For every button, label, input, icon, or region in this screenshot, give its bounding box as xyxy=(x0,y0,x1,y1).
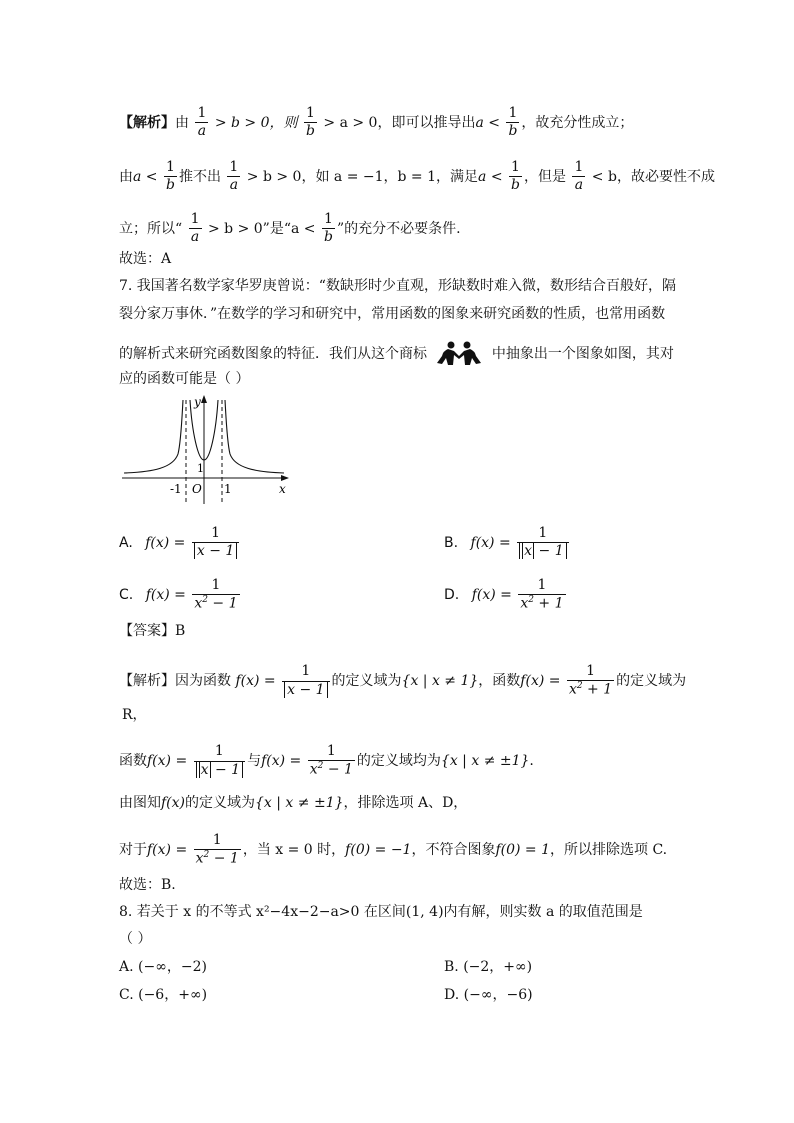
option-d[interactable] xyxy=(444,578,568,612)
analysis-tag: 【解析】 xyxy=(119,114,175,131)
curve-left-branch xyxy=(124,400,183,473)
exponent: 2 xyxy=(203,850,210,861)
q8-option-b[interactable]: B. (−2，+∞) xyxy=(444,959,533,975)
sol-fraction-x2plus1 xyxy=(567,664,614,698)
denominator: b xyxy=(508,123,518,140)
tick-label-1: 1 xyxy=(224,482,232,496)
set-notation: {x | x ≠ ±1} xyxy=(255,795,344,811)
text: 函数 xyxy=(119,753,147,770)
q8-line-1: 8. 若关于 x 的不等式 x²−4x−2−a>0 在区间(1, 4)内有解，则实数 a 的取值范围是 xyxy=(119,904,643,920)
text: > b > 0，则 xyxy=(210,114,298,131)
function-name: f(x) = xyxy=(261,753,302,770)
abs-value: x − 1 xyxy=(194,543,237,559)
text: ，排除选项 A、D， xyxy=(343,795,468,811)
sol-line-3 xyxy=(119,744,534,778)
fraction-1-over-b xyxy=(506,106,519,140)
sol-line-2: R， xyxy=(122,707,147,723)
text: 对于 xyxy=(119,842,147,859)
numerator: 1 xyxy=(189,212,202,229)
denominator: a xyxy=(229,177,239,194)
denominator: a xyxy=(197,123,207,140)
function-name: f(x) = xyxy=(145,587,186,604)
abs-value-outer xyxy=(196,762,243,778)
text: 的定义域均为 xyxy=(356,753,441,770)
text: − 1 xyxy=(534,543,564,560)
function-name: f(x) = xyxy=(471,587,512,604)
option-label: C. xyxy=(119,587,134,604)
text: 中抽象出一个图象如图，其对 xyxy=(491,346,674,362)
numerator: 1 xyxy=(308,744,355,761)
text: < b，故必要性不成 xyxy=(587,168,715,185)
solution-line-2 xyxy=(119,160,715,194)
text: x xyxy=(194,596,203,613)
text: − 1 xyxy=(210,761,241,778)
text: > b > 0”是“a < xyxy=(203,220,316,237)
curve-right-branch xyxy=(225,400,284,473)
denominator xyxy=(192,543,239,559)
fraction-1-over-b xyxy=(304,106,317,140)
numerator: 1 xyxy=(517,526,568,543)
denominator xyxy=(518,595,565,612)
text: 由 xyxy=(119,168,133,185)
text: + 1 xyxy=(533,596,564,613)
denominator xyxy=(308,761,355,778)
function-name: f(x) = xyxy=(470,534,511,551)
text: ，但是 xyxy=(523,168,566,185)
exponent: 2 xyxy=(317,761,324,772)
text: 立；所以“ xyxy=(119,220,183,237)
numerator: 1 xyxy=(195,106,208,123)
answer-q6: 故选：A xyxy=(119,251,172,267)
option-c[interactable] xyxy=(119,578,242,612)
q8-option-c[interactable]: C. (−6，+∞) xyxy=(119,987,208,1003)
fraction-1-over-b xyxy=(509,160,522,194)
answer-q7: 【答案】B xyxy=(119,623,186,639)
q8-option-d[interactable]: D. (−∞，−6) xyxy=(444,987,533,1003)
text: > b > 0，如 a = −1，b = 1，满足 xyxy=(242,168,479,185)
kappa-logo-icon xyxy=(434,341,484,367)
numerator: 1 xyxy=(572,160,585,177)
text: − 1 xyxy=(323,762,353,779)
set-notation: {x | x ≠ 1} xyxy=(401,673,479,690)
text: 【解析】因为函数 xyxy=(119,673,231,690)
exponent: 2 xyxy=(202,595,208,606)
sol-line-4 xyxy=(119,796,467,810)
text: 的定义域为 xyxy=(331,673,402,690)
option-label: B. xyxy=(444,534,459,551)
numerator: 1 xyxy=(194,744,245,761)
denominator: a xyxy=(190,229,200,246)
sol-line-5 xyxy=(119,833,667,867)
fraction-1-over-a xyxy=(227,160,240,194)
denominator: b xyxy=(305,123,315,140)
text: 由图知 xyxy=(119,795,161,811)
numerator: 1 xyxy=(192,526,239,543)
text: > a > 0，即可以推导出 xyxy=(318,114,476,131)
exponent: 2 xyxy=(528,595,534,606)
q8-line-2: （ ） xyxy=(119,931,152,947)
tick-label-neg1: -1 xyxy=(170,482,182,496)
sol-line-1 xyxy=(119,664,686,698)
answer-q7-final: 故选：B. xyxy=(119,877,176,893)
denominator xyxy=(567,681,614,698)
function-graph xyxy=(118,392,298,512)
text: − 1 xyxy=(207,596,238,613)
numerator: 1 xyxy=(164,160,177,177)
denominator xyxy=(194,850,241,867)
denominator xyxy=(192,595,239,612)
text: ，不符合图象 xyxy=(411,842,496,859)
function-name: f(x) = xyxy=(520,673,561,690)
text: ，故充分性成立； xyxy=(521,114,634,131)
fraction-1-over-a xyxy=(189,212,202,246)
option-label: A. xyxy=(119,534,133,551)
sol-fraction-x2minus1 xyxy=(308,744,355,778)
function-name: f(x) = xyxy=(145,534,186,551)
origin-label: O xyxy=(192,482,202,496)
exponent: 2 xyxy=(576,681,583,692)
numerator: 1 xyxy=(227,160,240,177)
text: 推不出 xyxy=(178,168,221,185)
q8-option-a[interactable]: A. (−∞，−2) xyxy=(119,959,207,975)
function-name: f(x) = xyxy=(235,673,276,690)
period: . xyxy=(529,753,534,770)
text: 由 xyxy=(175,114,189,131)
fraction-1-over-a xyxy=(572,160,585,194)
fraction-1-over-b xyxy=(322,212,335,246)
denominator: b xyxy=(165,177,175,194)
q7-line-4: 应的函数可能是（ ） xyxy=(119,371,250,387)
function-name: f(x) = xyxy=(147,753,188,770)
numerator: 1 xyxy=(506,106,519,123)
denominator xyxy=(194,762,245,778)
numerator: 1 xyxy=(509,160,522,177)
text: x xyxy=(309,762,318,779)
abs-value-inner: x xyxy=(524,543,533,560)
abs-value-inner: x xyxy=(200,761,209,778)
option-d-fraction xyxy=(518,578,565,612)
text: a < xyxy=(133,168,158,185)
q7-line-2: 裂分家万事休．”在数学的学习和研究中，常用函数的图象来研究函数的性质，也常用函数 xyxy=(119,306,666,322)
option-label: D. xyxy=(444,587,460,604)
q7-line-1: 7. 我国著名数学家华罗庚曾说：“数缺形时少直观，形缺数时难入微，数形结合百般好，隔 xyxy=(119,278,676,294)
function-name: f(x) xyxy=(161,795,186,811)
set-notation: {x | x ≠ ±1} xyxy=(440,753,530,770)
text: a < xyxy=(478,168,503,185)
x-axis-label: x xyxy=(279,482,286,496)
denominator: b xyxy=(511,177,520,194)
numerator: 1 xyxy=(194,833,241,850)
solution-line-3 xyxy=(119,212,461,246)
option-a[interactable] xyxy=(119,526,241,560)
sol-fraction-x2minus1 xyxy=(194,833,241,867)
text: 的定义域为 xyxy=(185,795,256,811)
y-axis-label: y xyxy=(194,395,201,409)
text: ，当 x = 0 时， xyxy=(242,842,346,859)
text: ，函数 xyxy=(478,673,521,690)
expression: f(0) = 1 xyxy=(495,842,551,859)
denominator: b xyxy=(323,229,333,246)
numerator: 1 xyxy=(192,578,239,595)
denominator: a xyxy=(574,177,584,194)
sol-fraction-double-abs xyxy=(194,744,245,778)
text: ，所以排除选项 C. xyxy=(550,842,668,859)
option-b-fraction xyxy=(517,526,568,560)
numerator: 1 xyxy=(282,664,329,681)
y-intercept-label: 1 xyxy=(197,462,204,475)
fraction-1-over-a xyxy=(195,106,208,140)
option-c-fraction xyxy=(192,578,239,612)
text: + 1 xyxy=(582,682,613,699)
option-a-fraction xyxy=(192,526,239,560)
denominator xyxy=(282,682,329,698)
text: a < xyxy=(475,114,500,131)
expression: f(0) = −1 xyxy=(345,842,412,859)
numerator: 1 xyxy=(322,212,335,229)
text: x xyxy=(520,596,529,613)
text: 的解析式来研究函数图象的特征．我们从这个商标 xyxy=(119,346,427,362)
numerator: 1 xyxy=(518,578,565,595)
numerator: 1 xyxy=(304,106,317,123)
numerator: 1 xyxy=(567,664,614,681)
function-name: f(x) = xyxy=(147,842,188,859)
solution-line-1 xyxy=(119,106,633,140)
abs-value: x − 1 xyxy=(284,682,327,698)
text: ”的充分不必要条件. xyxy=(336,220,461,237)
sol-fraction-abs xyxy=(282,664,329,698)
denominator xyxy=(517,543,568,559)
option-b[interactable] xyxy=(444,526,571,560)
text: x xyxy=(195,851,204,868)
abs-value-outer xyxy=(519,543,566,559)
text: x xyxy=(568,682,577,699)
q7-line-3 xyxy=(119,341,674,367)
fraction-1-over-b xyxy=(164,160,177,194)
text: 与 xyxy=(247,753,262,770)
text: 的定义域为 xyxy=(616,673,687,690)
text: − 1 xyxy=(209,851,239,868)
